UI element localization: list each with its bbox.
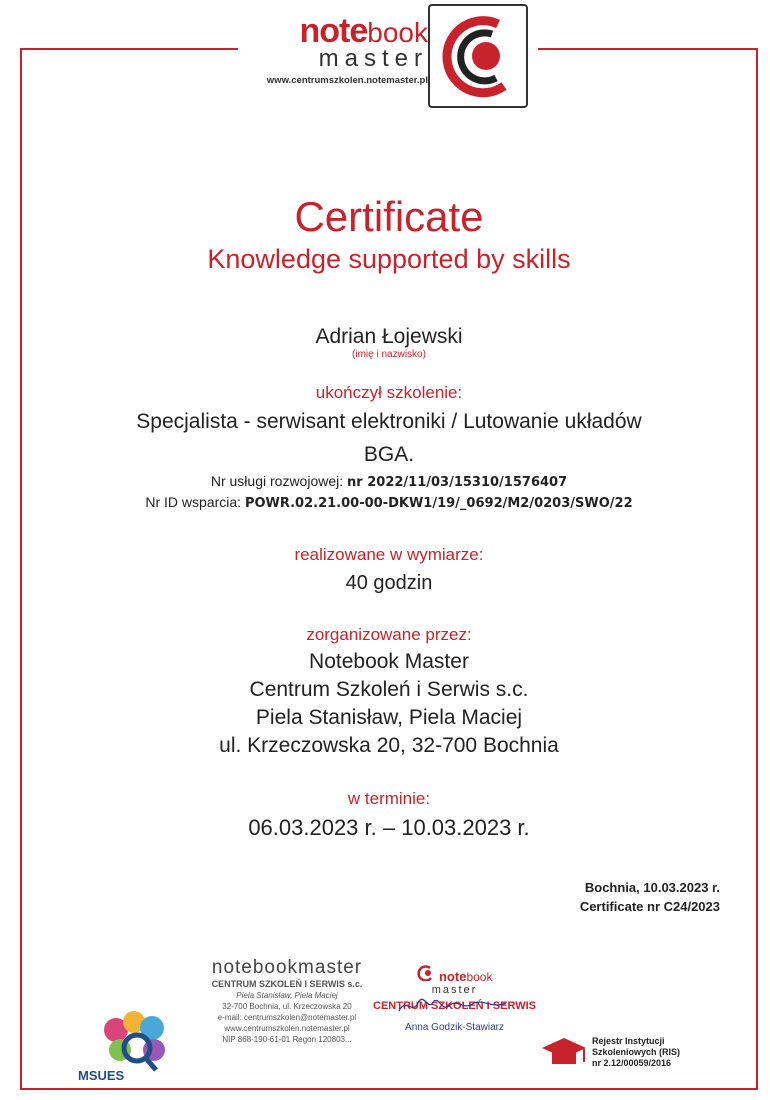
logo-master: master	[318, 45, 428, 72]
signature-stamp	[372, 965, 537, 1033]
stamp-line4: e-mail: centrumszkolen@notemaster.pl	[217, 1013, 357, 1022]
scope-label: realizowane w wymiarze:	[294, 545, 484, 564]
signer-name: Anna Godzik-Stawiarz	[405, 1022, 504, 1033]
place-date: Bochnia, 10.03.2023 r.	[584, 880, 720, 895]
logo-wordmark	[248, 12, 428, 86]
course-title-line1: Specjalista - serwisant elektroniki / Lutowanie układów	[136, 410, 642, 433]
ris-line3: nr 2.12/00059/2016	[592, 1058, 672, 1068]
stamp2-note: note	[438, 969, 467, 984]
hours-value: 40 godzin	[345, 572, 433, 594]
place-and-number	[580, 878, 720, 916]
support-id	[20, 494, 758, 511]
organizer-line1: Notebook Master	[309, 650, 469, 673]
support-id-label: Nr ID wsparcia:	[145, 494, 242, 510]
ris-line2: Szkoleniowych (RIS)	[592, 1047, 681, 1057]
logo-url: www.centrumszkolen.notemaster.pl	[266, 75, 428, 86]
logo-c-icon	[430, 6, 526, 106]
stamp2-c-icon	[417, 965, 435, 981]
certificate-title: Certificate	[294, 193, 484, 240]
term-label: w terminie:	[347, 789, 431, 808]
recipient-name: Adrian Łojewski	[315, 325, 463, 348]
msues-label: MSUES	[78, 1068, 125, 1083]
organizer-line4: ul. Krzeczowska 20, 32-700 Bochnia	[219, 734, 559, 757]
service-number-label: Nr usługi rozwojowej:	[210, 473, 344, 489]
stamp-line2: Piela Stanisław, Piela Maciej	[236, 991, 338, 1000]
header-logo	[238, 4, 538, 112]
training-dates: 06.03.2023 r. – 10.03.2023 r.	[248, 815, 530, 840]
organizer-line2: Centrum Szkoleń i Serwis s.c.	[249, 678, 529, 701]
support-id-value: POWR.02.21.00-00-DKW1/19/_0692/M2/0203/SWO/22	[244, 496, 633, 511]
ris-text	[592, 1036, 680, 1069]
completed-label: ukończył szkolenie:	[315, 383, 463, 402]
logo-book: book	[367, 17, 428, 48]
stamp-line5: www.centrumszkolen.notemaster.pl	[224, 1024, 350, 1033]
signature-scribble-icon	[394, 995, 514, 1017]
ris-line1: Rejestr Instytucji	[592, 1036, 665, 1046]
organized-label: zorganizowane przez:	[306, 625, 472, 644]
company-stamp	[192, 957, 382, 1045]
stamp-logo: notebookmaster	[211, 957, 363, 978]
stamp-line3: 32-700 Bochnia, ul. Krzeczowska 20	[222, 1002, 352, 1011]
stamp-line1: CENTRUM SZKOLEŃ I SERWIS s.c.	[211, 979, 363, 989]
stamp2-master: master	[431, 984, 478, 996]
stamp2-book: book	[466, 970, 493, 984]
certificate-subtitle: Knowledge supported by skills	[207, 244, 571, 274]
logo-emblem	[428, 4, 528, 108]
name-label: (imię i nazwisko)	[352, 349, 426, 360]
service-number-value: nr 2022/11/03/15310/1576407	[347, 475, 568, 490]
logo-note: note	[299, 12, 368, 50]
service-number	[20, 473, 758, 490]
stamp2-logo	[372, 965, 537, 986]
certificate-number: Certificate nr C24/2023	[579, 899, 720, 914]
stamp2-company: CENTRUM SZKOLEŃ I SERWIS	[373, 1000, 536, 1012]
organizer-line3: Piela Stanisław, Piela Maciej	[255, 706, 523, 729]
course-title-line2: BGA.	[363, 443, 415, 466]
stamp-line6: NIP 868-190-61-01 Regon 120803...	[222, 1035, 352, 1044]
